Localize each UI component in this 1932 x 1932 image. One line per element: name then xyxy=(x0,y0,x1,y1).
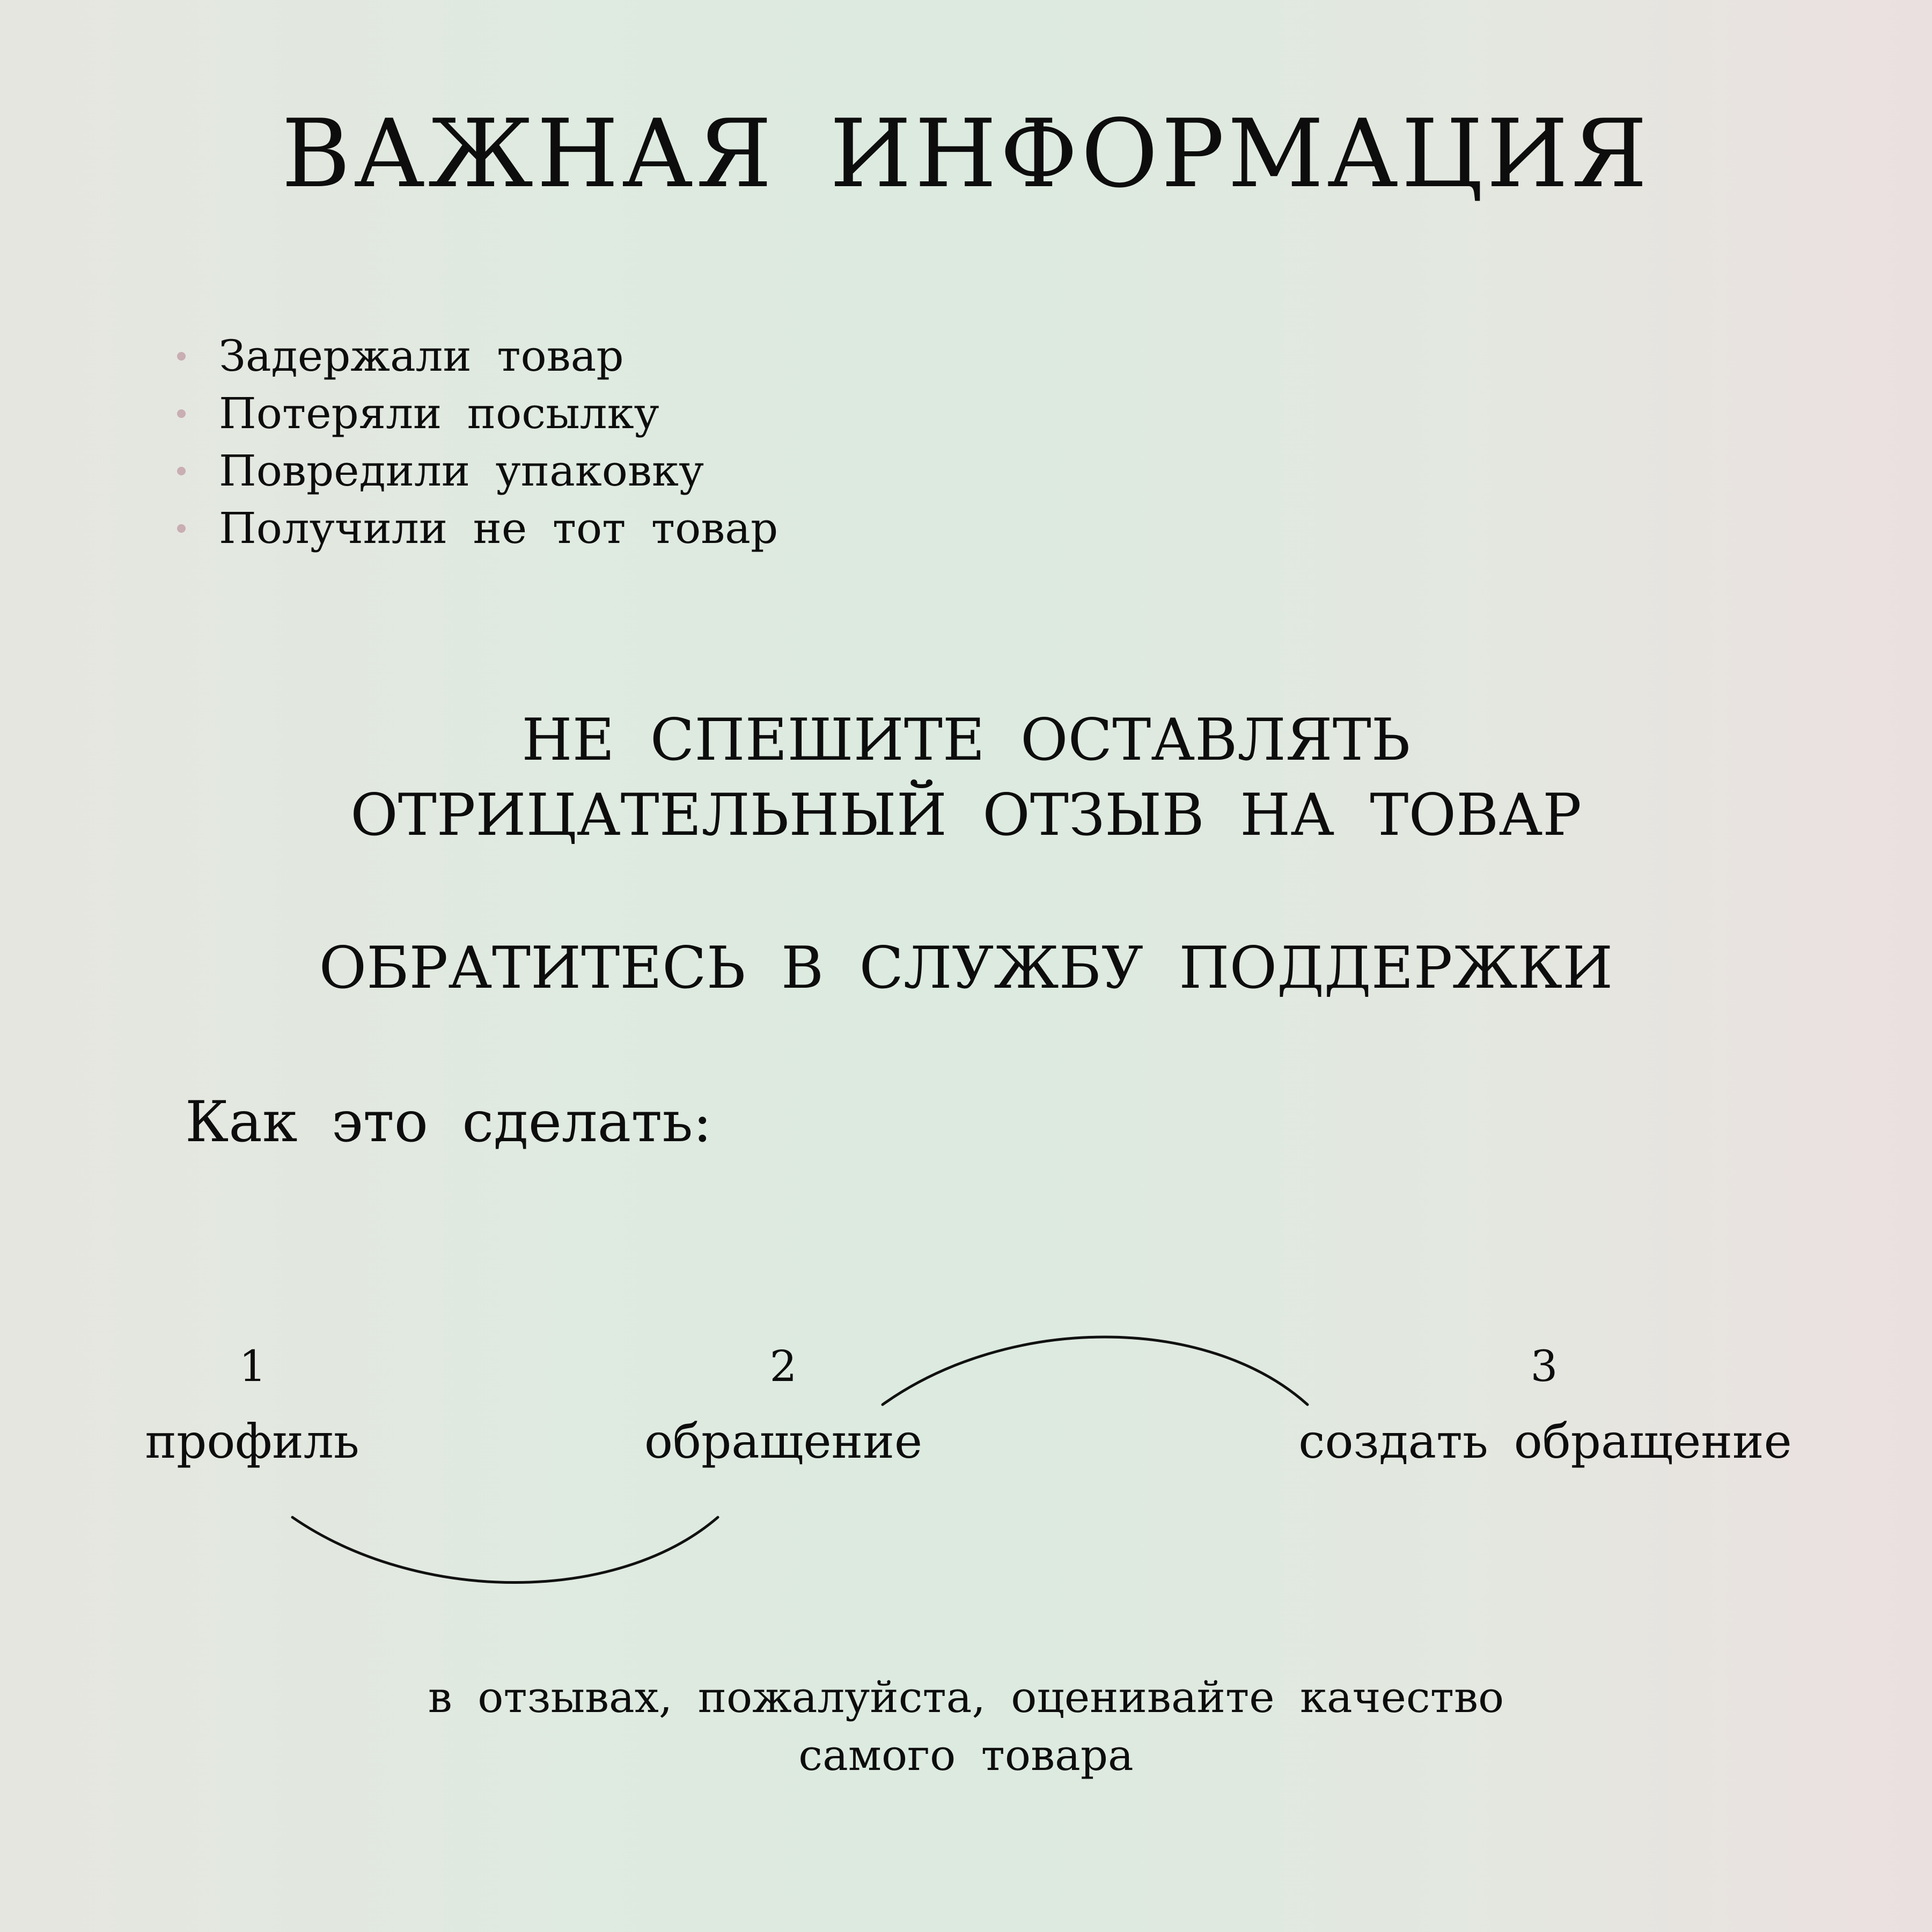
step-3-number: 3 xyxy=(1530,1341,1558,1391)
issue-label: Задержали товар xyxy=(219,331,624,381)
warning-line-2: ОТРИЦАТЕЛЬНЫЙ ОТЗЫВ НА ТОВАР xyxy=(350,782,1582,849)
issue-label: Потеряли посылку xyxy=(219,388,659,438)
step-3-label: создать обращение xyxy=(1298,1414,1792,1469)
support-heading: ОБРАТИТЕСЬ В СЛУЖБУ ПОДДЕРЖКИ xyxy=(319,935,1613,1002)
howto-heading: Как это сделать: xyxy=(185,1089,712,1155)
warning-line-1: НЕ СПЕШИТЕ ОСТАВЛЯТЬ xyxy=(521,707,1411,774)
step-1-number: 1 xyxy=(239,1341,267,1391)
note-line-1: в отзывах, пожалуйста, оценивайте качество xyxy=(428,1672,1504,1722)
issue-label: Получили не тот товар xyxy=(219,503,778,553)
arc-connector-1-2 xyxy=(292,1517,718,1583)
footer-note xyxy=(0,1669,1932,1784)
step-2-number: 2 xyxy=(769,1341,797,1391)
step-2-label: обращение xyxy=(644,1414,923,1469)
arc-connector-2-3 xyxy=(883,1337,1307,1405)
page-title: ВАЖНАЯ ИНФОРМАЦИЯ xyxy=(281,100,1651,209)
note-line-2: самого товара xyxy=(798,1730,1134,1780)
step-1-label: профиль xyxy=(145,1414,359,1469)
issue-label: Повредили упаковку xyxy=(219,446,704,496)
